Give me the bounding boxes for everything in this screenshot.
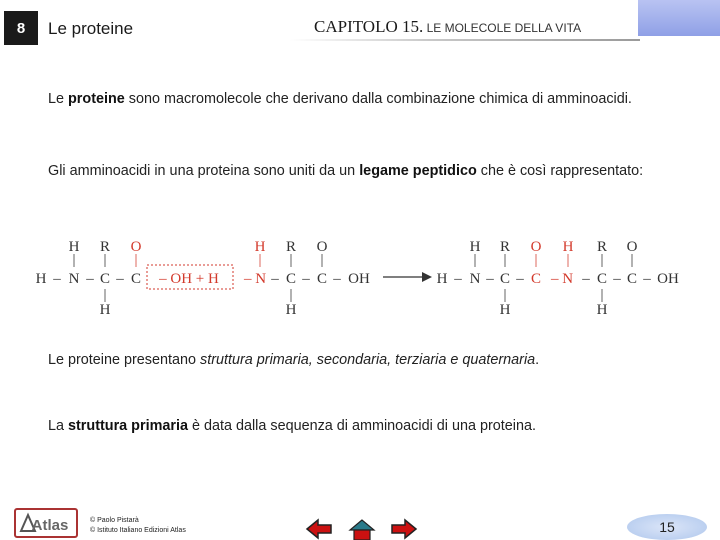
p2-text-after: che è così rappresentato: bbox=[476, 163, 644, 179]
rxn-r-H-main-1: H bbox=[436, 271, 448, 287]
rxn-bond-top-1: | bbox=[72, 252, 76, 268]
rxn-H-top-1: H bbox=[68, 239, 80, 255]
rxn-r-minus-5: – bbox=[613, 271, 621, 287]
p1-bold-term: proteine bbox=[68, 91, 125, 107]
rxn-bond-top-3: | bbox=[134, 252, 138, 268]
rxn-r-minus-4: – bbox=[582, 271, 590, 287]
p2-text-before: Gli amminoacidi in una proteina sono uniti da un bbox=[48, 163, 360, 179]
rxn-bond-top-5: | bbox=[289, 252, 293, 268]
paragraph-primary-structure bbox=[48, 416, 656, 436]
rxn-minus-6: – bbox=[333, 271, 341, 287]
rxn-arrow bbox=[383, 272, 432, 282]
rxn-r-C-main-1: C bbox=[499, 271, 511, 287]
rxn-C-main-4: C bbox=[316, 271, 328, 287]
p1-text-after: sono macromolecole che derivano dalla combinazione chimica di amminoacidi. bbox=[124, 91, 632, 107]
p4-text-before: La bbox=[48, 418, 69, 434]
rxn-R-top-1: R bbox=[99, 239, 111, 255]
rxn-r-C-main-4: C bbox=[626, 271, 638, 287]
rxn-C-main-3: C bbox=[285, 271, 297, 287]
page-number-badge: 15 bbox=[627, 514, 707, 540]
rxn-r-bond-top-6: | bbox=[630, 252, 634, 268]
credit-publisher: © Istituto Italiano Edizioni Atlas bbox=[90, 527, 186, 534]
home-button[interactable] bbox=[348, 518, 376, 540]
rxn-R-top-2: R bbox=[285, 239, 297, 255]
rxn-r-minus-1: – bbox=[454, 271, 462, 287]
rxn-bond-N-2: – N bbox=[243, 271, 267, 287]
rxn-OH-left: OH bbox=[348, 271, 370, 287]
rxn-r-OH: OH bbox=[657, 271, 679, 287]
rxn-r-bond-bot-2: | bbox=[600, 287, 604, 303]
rxn-bond-top-6: | bbox=[320, 252, 324, 268]
p3-text-before: Le proteine presentano bbox=[48, 352, 201, 368]
rxn-r-bond-top-3: | bbox=[534, 252, 538, 268]
rxn-r-minus-2: – bbox=[486, 271, 494, 287]
rxn-bond-bot-2: | bbox=[289, 287, 293, 303]
rxn-minus-2: – bbox=[86, 271, 94, 287]
rxn-r-H-top-2: H bbox=[562, 239, 574, 255]
rxn-minus-5: – bbox=[302, 271, 310, 287]
rxn-r-N-main-1: N bbox=[469, 271, 481, 287]
previous-page-button[interactable] bbox=[305, 518, 333, 540]
chapter-number-badge: 8 bbox=[4, 11, 38, 45]
atlas-logo bbox=[14, 508, 78, 538]
footer-credits bbox=[90, 516, 186, 536]
rxn-r-R-top-1: R bbox=[499, 239, 511, 255]
rxn-r-C-main-3: C bbox=[596, 271, 608, 287]
rxn-bond-top-4: | bbox=[258, 252, 262, 268]
chapter-label: CAPITOLO 15. bbox=[314, 17, 424, 36]
rxn-r-O-top-2: O bbox=[626, 239, 638, 255]
rxn-minus-4: – bbox=[271, 271, 279, 287]
rxn-r-bond-bot-1: | bbox=[503, 287, 507, 303]
arrow-right-icon bbox=[390, 518, 418, 540]
rxn-O-top-1: O bbox=[130, 239, 142, 255]
arrow-left-icon bbox=[305, 518, 333, 540]
rxn-r-minus-6: – bbox=[643, 271, 651, 287]
rxn-N-main-1: N bbox=[68, 271, 80, 287]
logo-text: Atlas bbox=[31, 517, 69, 534]
paragraph-structures bbox=[48, 350, 656, 370]
rxn-r-bond-top-1: | bbox=[473, 252, 477, 268]
rxn-H-top-2: H bbox=[254, 239, 266, 255]
rxn-r-bond-top-2: | bbox=[503, 252, 507, 268]
rxn-bond-top-2: | bbox=[103, 252, 107, 268]
p3-italic-structures: struttura primaria, secondaria, terziaria e quaternaria bbox=[200, 352, 536, 368]
chapter-subtitle: LE MOLECOLE DELLA VITA bbox=[423, 21, 582, 35]
section-title: Le proteine bbox=[48, 19, 134, 38]
rxn-r-minus-3: – bbox=[516, 271, 524, 287]
p4-text-after: è data dalla sequenza di amminoacidi di una proteina. bbox=[187, 418, 536, 434]
rxn-r-C-main-2: C bbox=[530, 271, 542, 287]
rxn-C-main-1: C bbox=[99, 271, 111, 287]
rxn-bond-bot-1: | bbox=[103, 287, 107, 303]
rxn-r-bond-top-4: | bbox=[566, 252, 570, 268]
rxn-O-top-2: O bbox=[316, 239, 328, 255]
p2-bold-term: legame peptidico bbox=[359, 163, 477, 179]
rxn-minus-3: – bbox=[116, 271, 124, 287]
rxn-r-bond-N: – N bbox=[550, 271, 574, 287]
rxn-minus-1: – bbox=[53, 271, 61, 287]
rxn-r-O-top-1: O bbox=[530, 239, 542, 255]
next-page-button[interactable] bbox=[390, 518, 418, 540]
rxn-H-bot-1: H bbox=[99, 302, 111, 318]
rxn-r-R-top-2: R bbox=[596, 239, 608, 255]
rxn-C-main-2: C bbox=[130, 271, 142, 287]
rxn-H-main-1: H bbox=[35, 271, 47, 287]
rxn-H-bot-2: H bbox=[285, 302, 297, 318]
p3-text-after: . bbox=[535, 352, 540, 368]
rxn-r-H-bot-1: H bbox=[499, 302, 511, 318]
p4-bold-term: struttura primaria bbox=[68, 418, 188, 434]
credit-author: © Paolo Pistarà bbox=[90, 517, 139, 524]
rxn-r-H-top-1: H bbox=[469, 239, 481, 255]
rxn-r-bond-top-5: | bbox=[600, 252, 604, 268]
p1-text-before: Le bbox=[48, 91, 69, 107]
home-icon bbox=[348, 518, 376, 540]
rxn-eliminated-group: – OH + H bbox=[159, 271, 219, 287]
rxn-r-H-bot-2: H bbox=[596, 302, 608, 318]
